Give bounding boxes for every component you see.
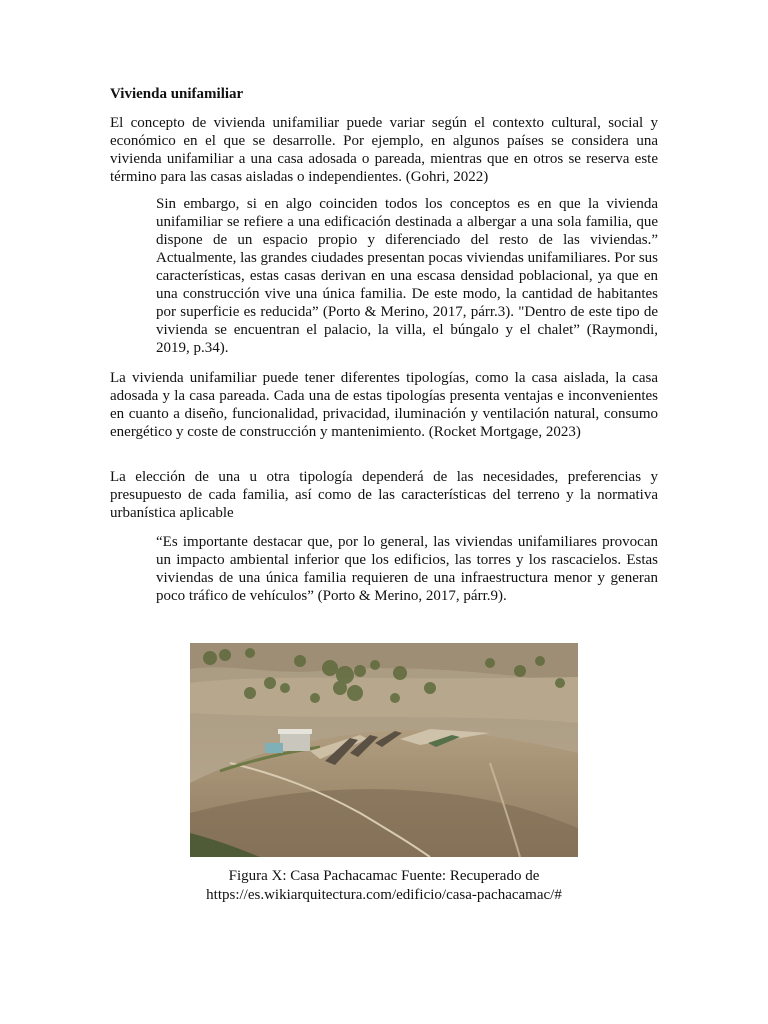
- block-quote-definition: Sin embargo, si en algo coinciden todos los conceptos es en que la vivienda unifamiliar se refiere a una edificación destinada a albergar a una sola familia, que dispone de un espacio propio y diferenciado del resto de las viviendas.” Actualmente, las grandes ciudades presentan pocas viviendas unifamiliares. Por sus características, estas casas derivan en una escasa densidad poblacional, ya que en una construcción vive una única familia. De este modo, la cantidad de habitantes por superficie es reducida” (Porto & Merino, 2017, párr.3). "Dentro de este tipo de vivienda se encuentran el palacio, la villa, el búngalo y el chalet” (Raymondi, 2019, p.34).: [156, 196, 658, 356]
- figure-photo-casa-pachacamac: [190, 643, 578, 857]
- figure-caption-source-url: https://es.wikiarquitectura.com/edificio/casa-pachacamac/#: [206, 887, 562, 903]
- paragraph-choice: La elección de una u otra tipología dependerá de las necesidades, preferencias y presupuesto de cada familia, así como de las características del terreno y la normativa urbanística aplicable: [110, 469, 658, 521]
- paragraph-concept: El concepto de vivienda unifamiliar puede variar según el contexto cultural, social y económico en el que se desarrolle. Por ejemplo, en algunos países se considera una vivienda unifamiliar a una casa adosada o pareada, mientras que en otros se reserva este término para las casas aisladas o independientes. (Gohri, 2022): [110, 115, 658, 185]
- paragraph-typologies: La vivienda unifamiliar puede tener diferentes tipologías, como la casa aislada, la casa adosada y la casa pareada. Cada una de estas tipologías presenta ventajas e inconvenientes en cuanto a diseño, funcionalidad, privacidad, iluminación y ventilación natural, consumo energético y coste de construcción y mantenimiento. (Rocket Mortgage, 2023): [110, 370, 658, 440]
- section-heading: Vivienda unifamiliar: [110, 86, 244, 102]
- block-quote-environment: “Es importante destacar que, por lo general, las viviendas unifamiliares provocan un impacto ambiental inferior que los edificios, las torres y los rascacielos. Estas viviendas de una única familia requieren de una infraestructura menor y generan poco tráfico de vehículos” (Porto & Merino, 2017, párr.9).: [156, 534, 658, 604]
- figure-caption-title: Figura X: Casa Pachacamac Fuente: Recuperado de: [228, 868, 540, 884]
- figure-caption: [110, 867, 658, 905]
